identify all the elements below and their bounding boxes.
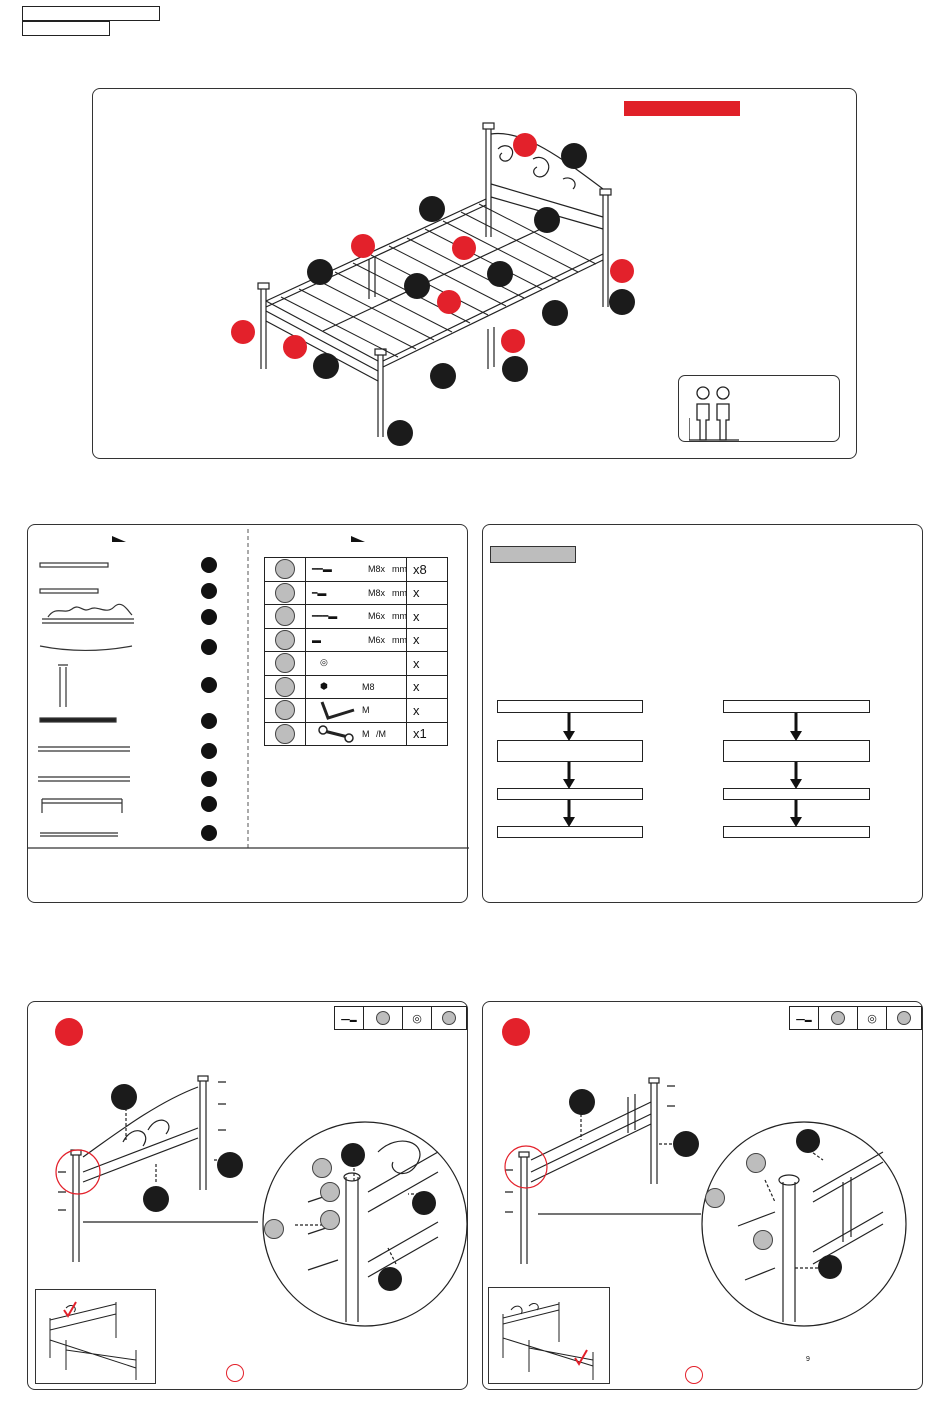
callout-red <box>452 236 476 260</box>
hardware-row: ▬ M6x mm x <box>265 628 448 652</box>
callout-black <box>796 1129 820 1153</box>
callout-grey <box>320 1182 340 1202</box>
callout-black <box>673 1131 699 1157</box>
hw-qty: x <box>407 628 448 652</box>
callout-grey <box>705 1188 725 1208</box>
callout-red <box>513 133 537 157</box>
callout-black <box>569 1089 595 1115</box>
header-subtitle-box <box>22 21 110 36</box>
hw-unit: mm <box>392 634 407 645</box>
hardware-row <box>265 722 448 746</box>
callout-black <box>487 261 513 287</box>
hardware-table <box>264 557 448 746</box>
hw-qty: x <box>407 699 448 723</box>
hw-qty: x <box>407 652 448 676</box>
bolt-icon: ━━▬ <box>341 1017 357 1024</box>
hardware-row: ━━━▬ M6x mm x <box>265 605 448 629</box>
header-title-box <box>22 6 160 21</box>
hw-qty: x <box>407 675 448 699</box>
callout-grey <box>264 1219 284 1239</box>
hw-size: M8 <box>362 681 375 692</box>
callout-black <box>561 143 587 169</box>
hw-qty: x <box>407 581 448 605</box>
hw-size: M8 <box>368 587 381 598</box>
footnote: 9 <box>806 1356 810 1363</box>
step-1-thumbnail <box>35 1289 156 1384</box>
callout-grey <box>753 1230 773 1250</box>
hw-size: M <box>362 705 370 715</box>
hw-unit: mm <box>392 564 407 574</box>
hardware-row <box>265 675 448 699</box>
hardware-row: ━━▬ M8x mm x8 <box>265 558 448 582</box>
callout-black <box>534 207 560 233</box>
hardware-row <box>265 699 448 723</box>
callout-black <box>430 363 456 389</box>
hw-unit: /M <box>376 728 386 739</box>
callout-black <box>143 1186 169 1212</box>
callout-red <box>610 259 634 283</box>
nut-icon: ⬢ <box>320 680 328 691</box>
callout-black <box>111 1084 137 1110</box>
callout-black <box>307 259 333 285</box>
wrench-icon <box>318 724 354 744</box>
callout-grey <box>312 1158 332 1178</box>
callout-black <box>419 196 445 222</box>
instructions-panel <box>482 524 923 903</box>
flow-arrows <box>483 525 924 904</box>
callout-black <box>313 353 339 379</box>
hw-qty: x8 <box>407 558 448 582</box>
overview-panel <box>92 88 857 459</box>
step-2-thumbnail <box>488 1287 610 1384</box>
callout-black <box>502 356 528 382</box>
callout-black <box>217 1152 243 1178</box>
callout-grey <box>746 1153 766 1173</box>
callout-red <box>351 234 375 258</box>
step-2-panel <box>482 1001 923 1390</box>
washer-icon: ◎ <box>320 657 328 667</box>
hw-size: M <box>362 728 370 739</box>
hardware-row: ━▬ M8x mm x <box>265 581 448 605</box>
bed-thumbnail <box>36 1290 155 1383</box>
callout-red <box>283 335 307 359</box>
page-mark <box>685 1366 703 1384</box>
callout-black <box>412 1191 436 1215</box>
callout-black <box>609 289 635 315</box>
two-person-box <box>678 375 840 442</box>
callout-black <box>404 273 430 299</box>
callout-black <box>818 1255 842 1279</box>
bed-thumbnail <box>489 1288 609 1383</box>
callout-red <box>437 290 461 314</box>
hardware-row <box>265 652 448 676</box>
parts-panel <box>27 524 468 903</box>
callout-black <box>378 1267 402 1291</box>
bolt-icon: ━━▬ <box>796 1017 812 1024</box>
hw-qty: x1 <box>407 722 448 746</box>
callout-black <box>387 420 413 446</box>
allen-key-icon <box>320 700 356 720</box>
callout-grey <box>320 1210 340 1230</box>
hw-size: M8 <box>368 564 381 574</box>
callout-red <box>501 329 525 353</box>
washer-icon: ◎ <box>858 1007 887 1030</box>
callout-black <box>341 1143 365 1167</box>
hw-unit: mm <box>392 587 407 598</box>
step-1-panel <box>27 1001 468 1390</box>
two-person-icon <box>689 378 739 442</box>
callout-black <box>542 300 568 326</box>
washer-icon: ◎ <box>403 1007 432 1030</box>
hw-size: M6 <box>368 611 381 621</box>
hw-qty: x <box>407 605 448 629</box>
callout-red <box>231 320 255 344</box>
page-mark <box>226 1364 244 1382</box>
hw-unit: mm <box>392 611 407 621</box>
hw-size: M6 <box>368 634 381 645</box>
